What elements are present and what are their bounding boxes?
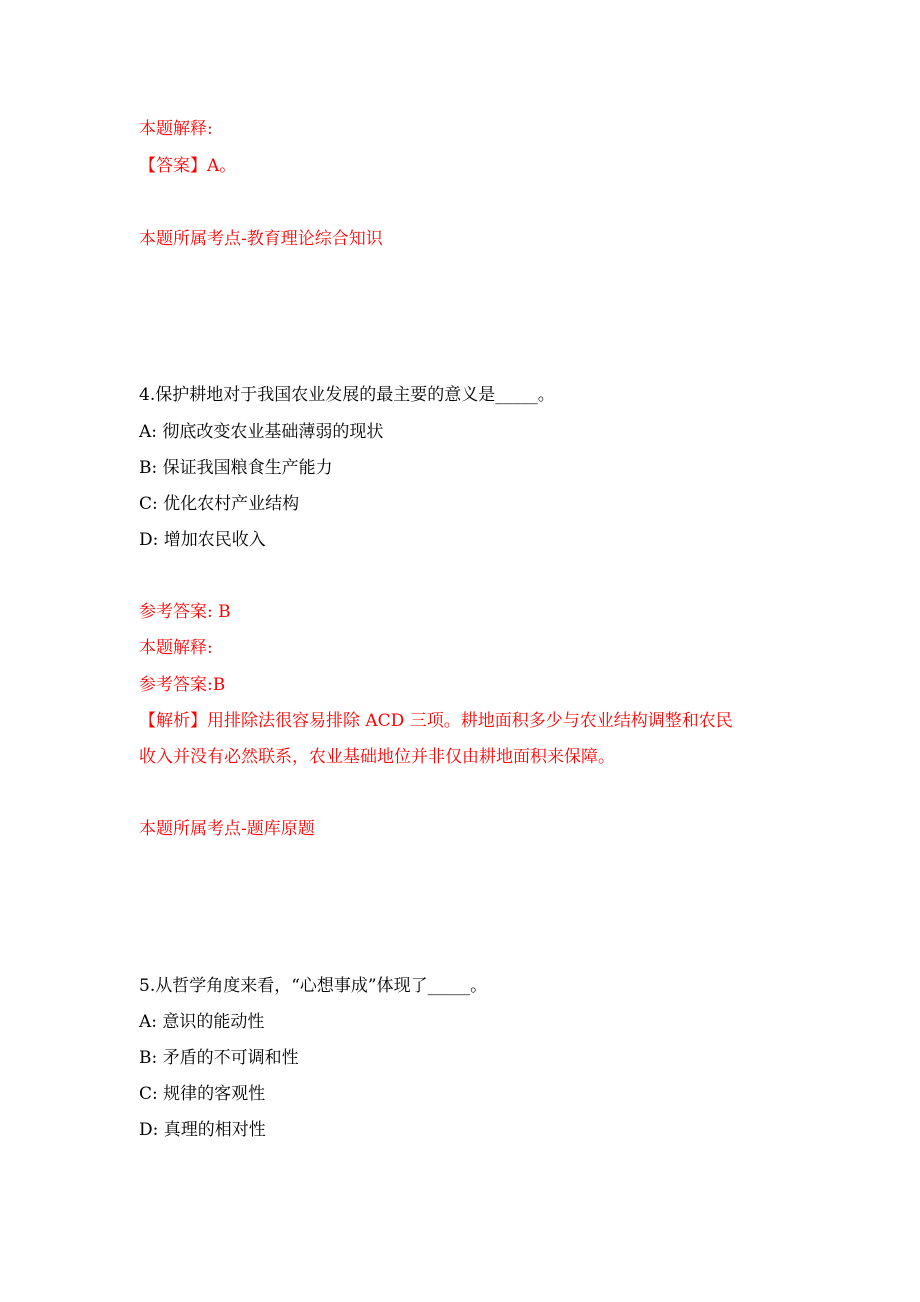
q4-option-d: D: 增加农民收入 [139, 530, 266, 550]
q4-option-c: C: 优化农村产业结构 [139, 494, 300, 514]
q3-explanation-label: 本题解释: [139, 119, 213, 139]
q4-option-a: A: 彻底改变农业基础薄弱的现状 [139, 422, 384, 442]
q4-analysis-line-2: 收入并没有必然联系，农业基础地位并非仅由耕地面积来保障。 [139, 747, 615, 767]
q4-topic-line: 本题所属考点-题库原题 [139, 819, 315, 839]
q5-option-d: D: 真理的相对性 [139, 1120, 266, 1140]
q4-reference-answer: 参考答案: B [139, 602, 231, 622]
q5-option-c: C: 规律的客观性 [139, 1084, 266, 1104]
q4-analysis-line-1: 【解析】用排除法很容易排除 ACD 三项。耕地面积多少与农业结构调整和农民 [139, 711, 733, 731]
q4-explanation-label: 本题解释: [139, 638, 213, 658]
q4-question: 4.保护耕地对于我国农业发展的最主要的意义是_____。 [139, 385, 555, 405]
q4-option-b: B: 保证我国粮食生产能力 [139, 458, 333, 478]
q5-option-b: B: 矛盾的不可调和性 [139, 1048, 299, 1068]
q5-option-a: A: 意识的能动性 [139, 1012, 265, 1032]
q4-reference-answer-2: 参考答案:B [139, 675, 226, 695]
q3-topic-line: 本题所属考点-教育理论综合知识 [139, 229, 383, 249]
q3-answer-line: 【答案】A。 [139, 156, 237, 176]
q5-question: 5.从哲学角度来看，“心想事成”体现了_____。 [139, 976, 488, 996]
